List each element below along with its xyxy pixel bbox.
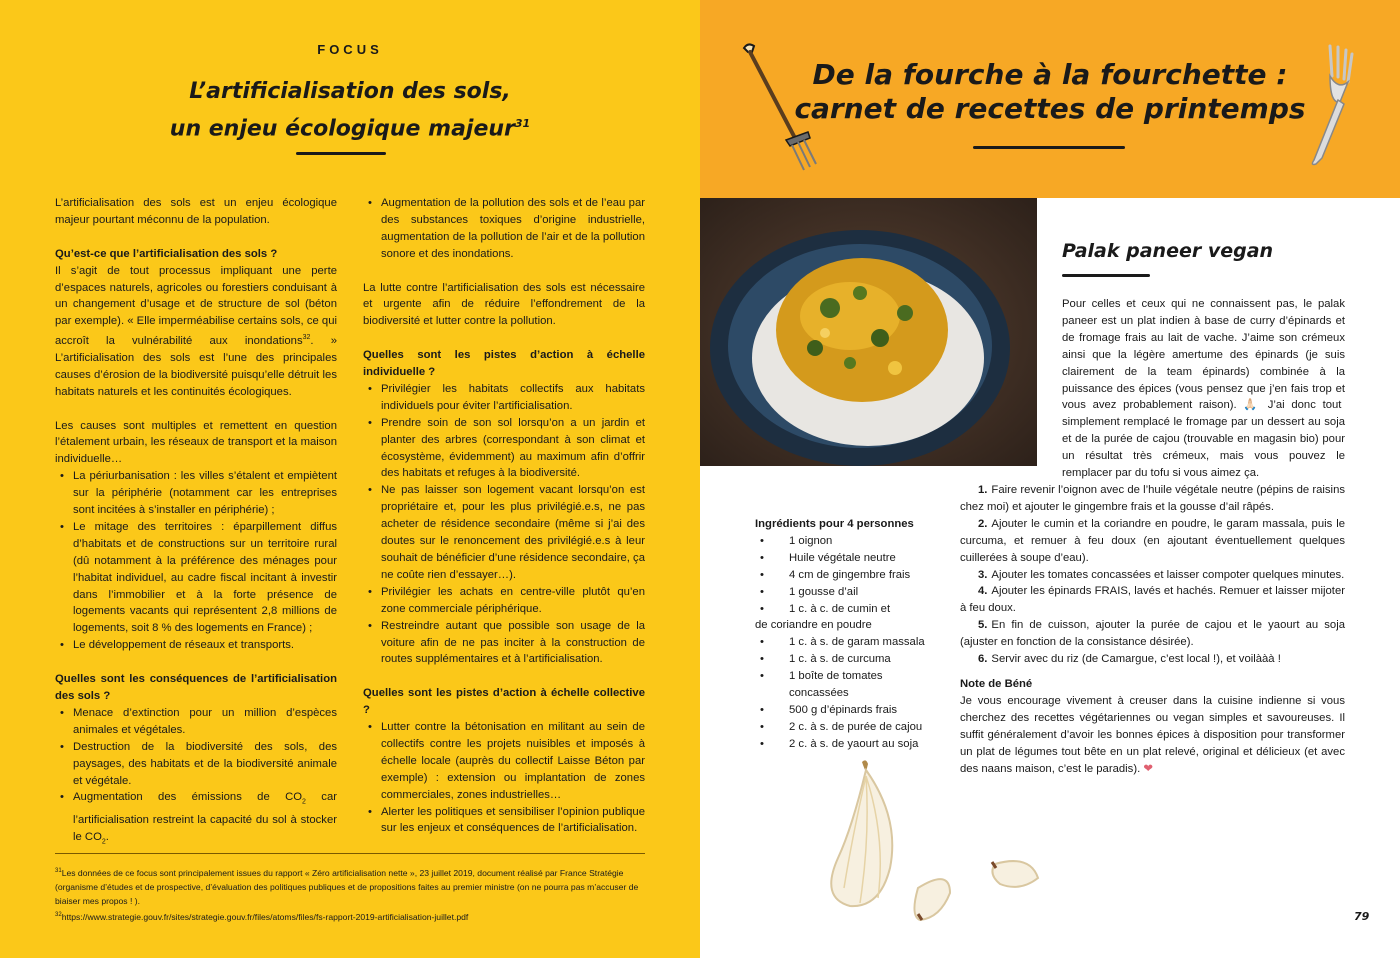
paragraph: La lutte contre l’artificialisation des sols est nécessaire et urgente afin de réduire l’effondrement de la biodiversité et lutter contre la pollution. [363,281,645,328]
focus-column-2 [363,195,645,837]
recipe-title [780,58,1320,126]
focus-column-1 [55,195,337,851]
footnotes [55,864,645,924]
bullet-item: • Ne pas laisser son logement vacant lorsqu’on est propriétaire et, pour les plus privilégié.e.s, ne pas acheter de résidence secondaire (même si j’ai des doutes sur le renoncement des privilégié.e.s à leur souhait de bénéficier d’une résidence secondaire, ça ne coûte rien d’essayer…). [363,482,645,583]
bullet-item: • Le mitage des territoires : éparpillement diffus d’habitats et de constructions sur un territoire rural (dû notamment à la préférence des ménages pour l’habitat individuel, au cadre fiscal incitant à investir dans l’immobilier et à la forte présence de logements vacants qui représentent 2,8 millions de logements, soit 8 % des logements en France) ; [55,519,337,637]
bullet-item: • Alerter les politiques et sensibiliser l’opinion publique sur les enjeux et conséquences de l’artificialisation. [363,804,645,838]
step-number: 2. [978,517,988,530]
fork-icon [1300,42,1360,172]
footnote-32 [55,908,645,924]
ingredient-item: • 1 boîte de tomates concassées [755,668,945,702]
step-text: Faire revenir l’oignon avec de l’huile végétale neutre (pépins de raisins chez moi) et ajouter le gingembre frais et la gousse d’ail râpés. [960,484,1345,513]
question-heading: Qu’est-ce que l’artificialisation des sols ? [55,247,278,260]
ingredient-item: • 1 c. à s. de curcuma [755,651,945,668]
step-text: En fin de cuisson, ajouter la purée de cajou et le yaourt au soja (ajuster en fonction de la consistance désirée). [960,619,1345,649]
note-heading: Note de Béné [960,677,1033,690]
focus-title-line1: L’artificialisation des sols, [189,79,511,104]
note-body: Je vous encourage vivement à creuser dans la cuisine indienne si vous cherchez des recettes végétariennes ou vegan simples et savoureuses. Il suffit généralement d’avoir les bonnes épices à disposition pour transformer un plat de légumes tout bête en un plat relevé, original et délicieux (et avec des naans maison, c’est le paradis). [960,694,1345,775]
ingredient-item: • 1 c. à s. de garam massala [755,634,945,651]
step-number: 4. [978,585,988,598]
dish-title-underline [1062,274,1150,277]
heart-icon: ❤ [1143,762,1153,775]
ingredient-item: • 2 c. à s. de yaourt au soja [755,736,945,753]
step-number: 3. [978,568,988,581]
paragraph [55,263,337,401]
step-number: 5. [978,619,988,632]
ingredient-item: • 1 gousse d’ail [755,584,945,601]
step-text: Ajouter le cumin et la coriandre en poudre, le garam massala, puis le curcuma, et remuer à feu doux (en ajoutant éventuellement quelques cuillerées à soupe d’eau). [960,517,1345,564]
ingredients-heading: Ingrédients pour 4 personnes [755,518,914,530]
paragraph-text: . » L’artificialisation des sols est l’une des principales causes d’érosion de la biodiversité puisqu’elle détruit les habitats naturels et les continuités écologiques. [55,335,337,398]
recipe-title-underline [973,146,1125,149]
bullet-item: • Restreindre autant que possible son usage de la voiture afin de ne pas inciter à la construction de routes supplémentaires et à l’artificialisation. [363,618,645,669]
paragraph-text: Il s’agit de tout processus impliquant une perte d’espaces naturels, agricoles ou forestiers conduisant à un changement d’usage et de structure de sol (béton par exemple). « Elle imperméabilise certains sols, ce qui accroît la vulnérabilité aux inondations [55,264,337,347]
title-underline [296,152,386,155]
ingredient-item: • 4 cm de gingembre frais [755,567,945,584]
bullet-text: Augmentation des émissions de CO [73,791,303,804]
footnote-ref-31: 31 [514,117,531,130]
recipe-steps [960,482,1345,777]
footnote-text: Les données de ce focus sont principalement issues du rapport « Zéro artificialisation nette », 23 juillet 2019, document réalisé par France Stratégie (organisme d’études et de prospective, d’évaluation des politiques publiques et de propositions faites au premier ministre (on ne pourra pas m’accuser de biaiser mes propos ! ). [55,867,639,906]
recipe-intro: Pour celles et ceux qui ne connaissent pas, le palak paneer est un plat indien à base de curry d’épinards et de fromage frais au lait de vache. J’aime son crémeux ainsi que la légère amertume des épinards (je suis clairement de la team épinards) combinée à la puissance des épices (vous pensez que j’en fais trop et vous avez probablement raison). 🙏🏻 J’ai donc tout simplement remplacé le fromage par un dessert au soja et de la purée de cajou (trouvable en magasin bio) pour un résultat très crémeux, mais vous pouvez le remplacer par du tofu si vous aimez ça. [1062,298,1345,480]
ingredient-item: • 1 oignon [755,533,945,550]
bullet-item [55,789,337,850]
bullet-item: • Le développement de réseaux et transports. [55,637,337,654]
step-item [960,651,1345,668]
subscript-2: 2 [302,798,306,806]
ingredients-list [755,516,945,753]
question-heading: Quelles sont les conséquences de l’artificialisation des sols ? [55,673,337,702]
ingredient-item: • 2 c. à s. de purée de cajou [755,719,945,736]
step-number: 1. [978,484,988,496]
step-text: Ajouter les tomates concassées et laisser compoter quelques minutes. [991,568,1345,581]
recipe-banner [700,0,1400,198]
dish-title: Palak paneer vegan [1062,240,1274,262]
bullet-text: car l’artificialisation restreint la capacité du sol à stocker le CO [73,791,337,843]
bullet-text: . [105,830,109,843]
subscript-2: 2 [101,837,106,845]
step-item [960,482,1345,516]
ingredient-item: • 500 g d’épinards frais [755,702,945,719]
footnote-ref-32: 32 [302,334,311,342]
step-text: Servir avec du riz (de Camargue, c’est local !), et voilààà ! [991,653,1281,666]
bullet-item: • Prendre soin de son sol lorsqu’on a un jardin et planter des arbres (correspondant à son climat et écosystème, évidemment) au maximum afin d’offrir des habitats et refuges à la biodiversité. [363,415,645,483]
recipe-title-line1: De la fourche à la fourchette : [812,58,1288,91]
step-item [960,516,1345,567]
step-item [960,617,1345,651]
ingredient-item: • Huile végétale neutre [755,550,945,567]
curry-bowl-image [700,198,1037,466]
question-heading: Quelles sont les pistes d’action à échelle individuelle ? [363,349,645,379]
focus-label: FOCUS [317,42,383,57]
ingredient-item-continuation: de coriandre en poudre [755,619,872,632]
bullet-item: • Lutter contre la bétonisation en militant au sein de collectifs contre les projets nuisibles et imposés à échelle locale (auprès du collectif Laisse Béton par exemple) : extension ou implantation de zones commerciales, zones industrielles… [363,719,645,804]
footnote-number: 32 [55,911,62,918]
focus-title [0,76,700,145]
recipe-title-line2: carnet de recettes de printemps [794,92,1306,125]
bullet-item: • Menace d’extinction pour un million d’espèces animales et végétales. [55,705,337,739]
step-item [960,583,1345,617]
focus-title-line2-text: un enjeu écologique majeur [169,116,515,142]
intro-text: L’artificialisation des sols est un enjeu écologique majeur pourtant méconnu de la population. [55,197,337,226]
question-heading: Quelles sont les pistes d’action à échelle collective ? [363,687,645,717]
bullet-item: • La périurbanisation : les villes s’étalent et empiètent sur la périphérie (notamment car les entreprises sont incitées à s’installer en périphérie) ; [55,468,337,519]
footnote-number: 31 [55,868,62,874]
bullet-item: • Privilégier les achats en centre-ville plutôt qu’en zone commerciale périphérique. [363,584,645,618]
paragraph: Les causes sont multiples et remettent en question l’étalement urbain, les réseaux de transport et la maison individuelle… [55,419,337,466]
recipe-page [700,0,1400,958]
footnote-31 [55,864,645,908]
step-number: 6. [978,653,988,666]
focus-title-line2 [0,108,700,145]
bullet-item: • Destruction de la biodiversité des sols, des paysages, des habitats et de la biodiversité animale et végétale. [55,739,337,790]
footnote-link[interactable]: https://www.strategie.gouv.fr/sites/strategie.gouv.fr/files/atoms/files/fs-rapport-2019-artificialisation-juillet.pdf [61,911,469,922]
garlic-illustration [830,758,1060,928]
ingredient-item: • 1 c. à c. de cumin et [755,601,945,618]
dish-photo [700,198,1037,466]
step-text: Ajouter les épinards FRAIS, lavés et hachés. Remuer et laisser mijoter à feu doux. [960,585,1345,615]
step-item [960,567,1345,584]
bullet-item: • Augmentation de la pollution des sols et de l’eau par des substances toxiques d’origine industrielle, augmentation de la pollution de l’air et de la pollution sonore et des inondations. [363,195,645,263]
footnote-divider [55,853,645,854]
page-number: 79 [1354,910,1370,923]
bullet-item: • Privilégier les habitats collectifs aux habitats individuels pour éviter l’artificialisation. [363,381,645,415]
